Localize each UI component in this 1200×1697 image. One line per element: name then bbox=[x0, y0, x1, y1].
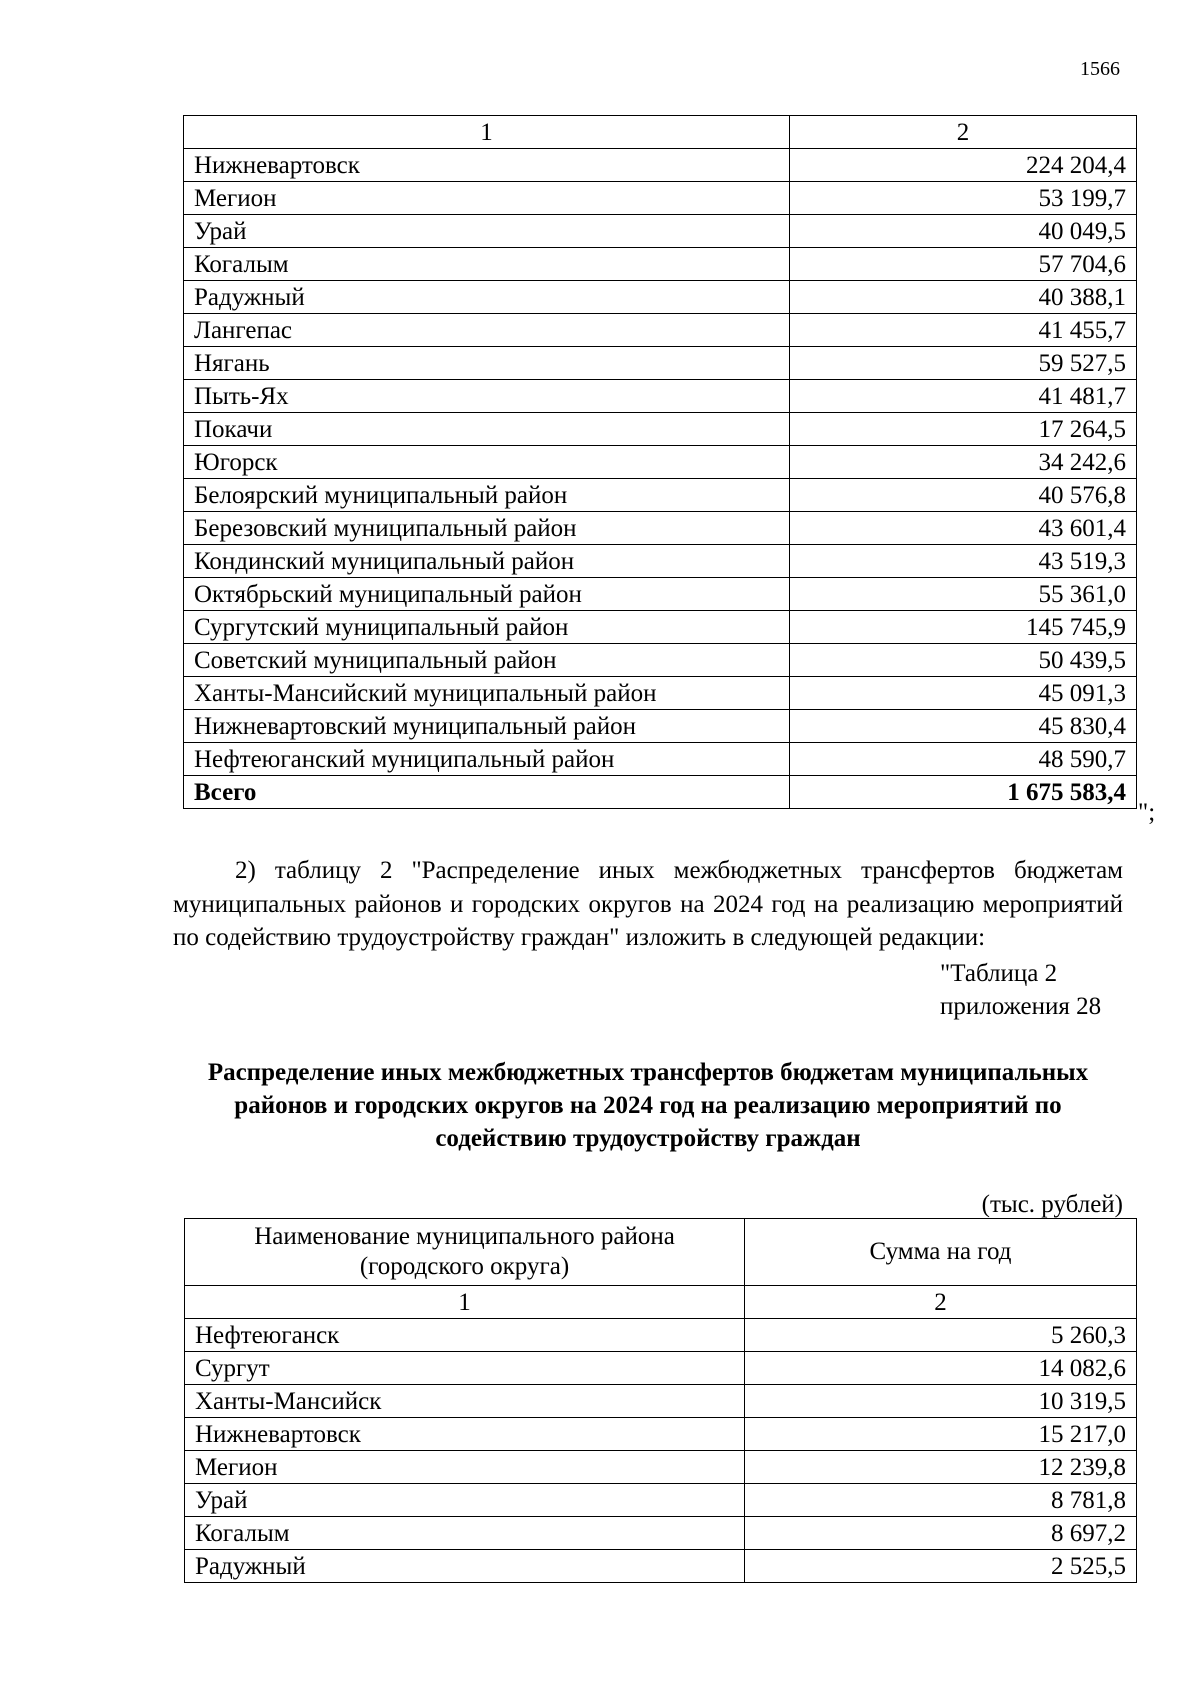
municipality-name: Радужный bbox=[184, 281, 790, 314]
table-row bbox=[185, 1484, 1137, 1517]
table-reference-line-1: "Таблица 2 bbox=[940, 960, 1058, 987]
table-row bbox=[184, 512, 1137, 545]
municipality-name: Кондинский муниципальный район bbox=[184, 545, 790, 578]
amount-value: 45 830,4 bbox=[790, 710, 1137, 743]
municipality-name: Пыть-Ях bbox=[184, 380, 790, 413]
allocation-table-1-body bbox=[184, 116, 1137, 809]
amount-value: 53 199,7 bbox=[790, 182, 1137, 215]
municipality-name: Белоярский муниципальный район bbox=[184, 479, 790, 512]
table-row bbox=[184, 215, 1137, 248]
municipality-name: Когалым bbox=[185, 1517, 745, 1550]
table-row bbox=[184, 743, 1137, 776]
municipality-name: Нижневартовский муниципальный район bbox=[184, 710, 790, 743]
amendment-paragraph bbox=[173, 854, 1123, 955]
amount-value: 50 439,5 bbox=[790, 644, 1137, 677]
amount-value: 40 388,1 bbox=[790, 281, 1137, 314]
municipality-name: Сургутский муниципальный район bbox=[184, 611, 790, 644]
amount-value: 43 519,3 bbox=[790, 545, 1137, 578]
municipality-name: Нефтеюганский муниципальный район bbox=[184, 743, 790, 776]
municipality-name: Октябрьский муниципальный район bbox=[184, 578, 790, 611]
amount-value: 145 745,9 bbox=[790, 611, 1137, 644]
table-row bbox=[184, 578, 1137, 611]
amount-value: 41 455,7 bbox=[790, 314, 1137, 347]
municipality-name: Нижневартовск bbox=[185, 1418, 745, 1451]
table-row bbox=[185, 1451, 1137, 1484]
table-row bbox=[184, 182, 1137, 215]
amount-value: 224 204,4 bbox=[790, 149, 1137, 182]
amount-value: 14 082,6 bbox=[745, 1352, 1137, 1385]
amount-value: 43 601,4 bbox=[790, 512, 1137, 545]
amount-value: 57 704,6 bbox=[790, 248, 1137, 281]
table-row bbox=[184, 380, 1137, 413]
municipality-name: Урай bbox=[185, 1484, 745, 1517]
amount-value: 48 590,7 bbox=[790, 743, 1137, 776]
column-number-1: 1 bbox=[185, 1286, 745, 1319]
table-row bbox=[184, 677, 1137, 710]
column-number-row bbox=[184, 116, 1137, 149]
table-reference bbox=[940, 957, 1101, 1023]
municipality-name: Югорск bbox=[184, 446, 790, 479]
amount-value: 8 697,2 bbox=[745, 1517, 1137, 1550]
table-row bbox=[184, 149, 1137, 182]
table-row bbox=[184, 611, 1137, 644]
municipality-name: Нижневартовск bbox=[184, 149, 790, 182]
amount-value: 8 781,8 bbox=[745, 1484, 1137, 1517]
table-row bbox=[184, 644, 1137, 677]
amount-value: 55 361,0 bbox=[790, 578, 1137, 611]
municipality-name: Ханты-Мансийский муниципальный район bbox=[184, 677, 790, 710]
table-row bbox=[184, 281, 1137, 314]
column-number-2: 2 bbox=[790, 116, 1137, 149]
amount-value: 17 264,5 bbox=[790, 413, 1137, 446]
table-row bbox=[184, 314, 1137, 347]
page-number: 1566 bbox=[1080, 58, 1120, 80]
amount-value: 41 481,7 bbox=[790, 380, 1137, 413]
closing-quote-mark: "; bbox=[1138, 799, 1156, 826]
table-row bbox=[185, 1517, 1137, 1550]
header-row bbox=[185, 1219, 1137, 1286]
table-row bbox=[185, 1385, 1137, 1418]
table-row bbox=[185, 1352, 1137, 1385]
amount-value: 5 260,3 bbox=[745, 1319, 1137, 1352]
amount-value: 10 319,5 bbox=[745, 1385, 1137, 1418]
table-row bbox=[184, 347, 1137, 380]
table-row bbox=[184, 248, 1137, 281]
municipality-name: Когалым bbox=[184, 248, 790, 281]
column-number-1: 1 bbox=[184, 116, 790, 149]
allocation-table-2-body bbox=[185, 1219, 1137, 1583]
allocation-table-1 bbox=[183, 115, 1137, 809]
table-row bbox=[184, 479, 1137, 512]
table-row bbox=[185, 1550, 1137, 1583]
municipality-name: Советский муниципальный район bbox=[184, 644, 790, 677]
municipality-name: Лангепас bbox=[184, 314, 790, 347]
table-row bbox=[184, 446, 1137, 479]
column-number-2: 2 bbox=[745, 1286, 1137, 1319]
municipality-name: Мегион bbox=[185, 1451, 745, 1484]
municipality-name: Радужный bbox=[185, 1550, 745, 1583]
amendment-text: 2) таблицу 2 "Распределение иных межбюджетных трансфертов бюджетам муниципальных районов и городских округов на 2024 год на реализацию мероприятий по содействию трудоустройству граждан" изложить в следующей редакции: bbox=[173, 857, 1123, 951]
header-municipality: Наименование муниципального района (городского округа) bbox=[185, 1219, 745, 1286]
municipality-name: Покачи bbox=[184, 413, 790, 446]
municipality-name: Урай bbox=[184, 215, 790, 248]
units-label: (тыс. рублей) bbox=[981, 1191, 1123, 1218]
amount-value: 12 239,8 bbox=[745, 1451, 1137, 1484]
table-row bbox=[185, 1418, 1137, 1451]
total-row bbox=[184, 776, 1137, 809]
municipality-name: Нягань bbox=[184, 347, 790, 380]
allocation-table-2 bbox=[184, 1218, 1137, 1583]
table-reference-line-2: приложения 28 bbox=[940, 993, 1102, 1020]
municipality-name: Нефтеюганск bbox=[185, 1319, 745, 1352]
amount-value: 40 576,8 bbox=[790, 479, 1137, 512]
total-value: 1 675 583,4 bbox=[790, 776, 1137, 809]
table-row bbox=[184, 545, 1137, 578]
header-annual-sum: Сумма на год bbox=[745, 1219, 1137, 1286]
amount-value: 34 242,6 bbox=[790, 446, 1137, 479]
table-row bbox=[185, 1319, 1137, 1352]
amount-value: 45 091,3 bbox=[790, 677, 1137, 710]
municipality-name: Сургут bbox=[185, 1352, 745, 1385]
amount-value: 15 217,0 bbox=[745, 1418, 1137, 1451]
amount-value: 2 525,5 bbox=[745, 1550, 1137, 1583]
municipality-name: Березовский муниципальный район bbox=[184, 512, 790, 545]
municipality-name: Мегион bbox=[184, 182, 790, 215]
column-number-row bbox=[185, 1286, 1137, 1319]
amount-value: 59 527,5 bbox=[790, 347, 1137, 380]
table-row bbox=[184, 413, 1137, 446]
municipality-name: Ханты-Мансийск bbox=[185, 1385, 745, 1418]
table-row bbox=[184, 710, 1137, 743]
total-label: Всего bbox=[184, 776, 790, 809]
table-title: Распределение иных межбюджетных трансфертов бюджетам муниципальных районов и городских округов на 2024 год на реализацию мероприятий по содействию трудоустройству граждан bbox=[207, 1059, 1089, 1152]
amount-value: 40 049,5 bbox=[790, 215, 1137, 248]
